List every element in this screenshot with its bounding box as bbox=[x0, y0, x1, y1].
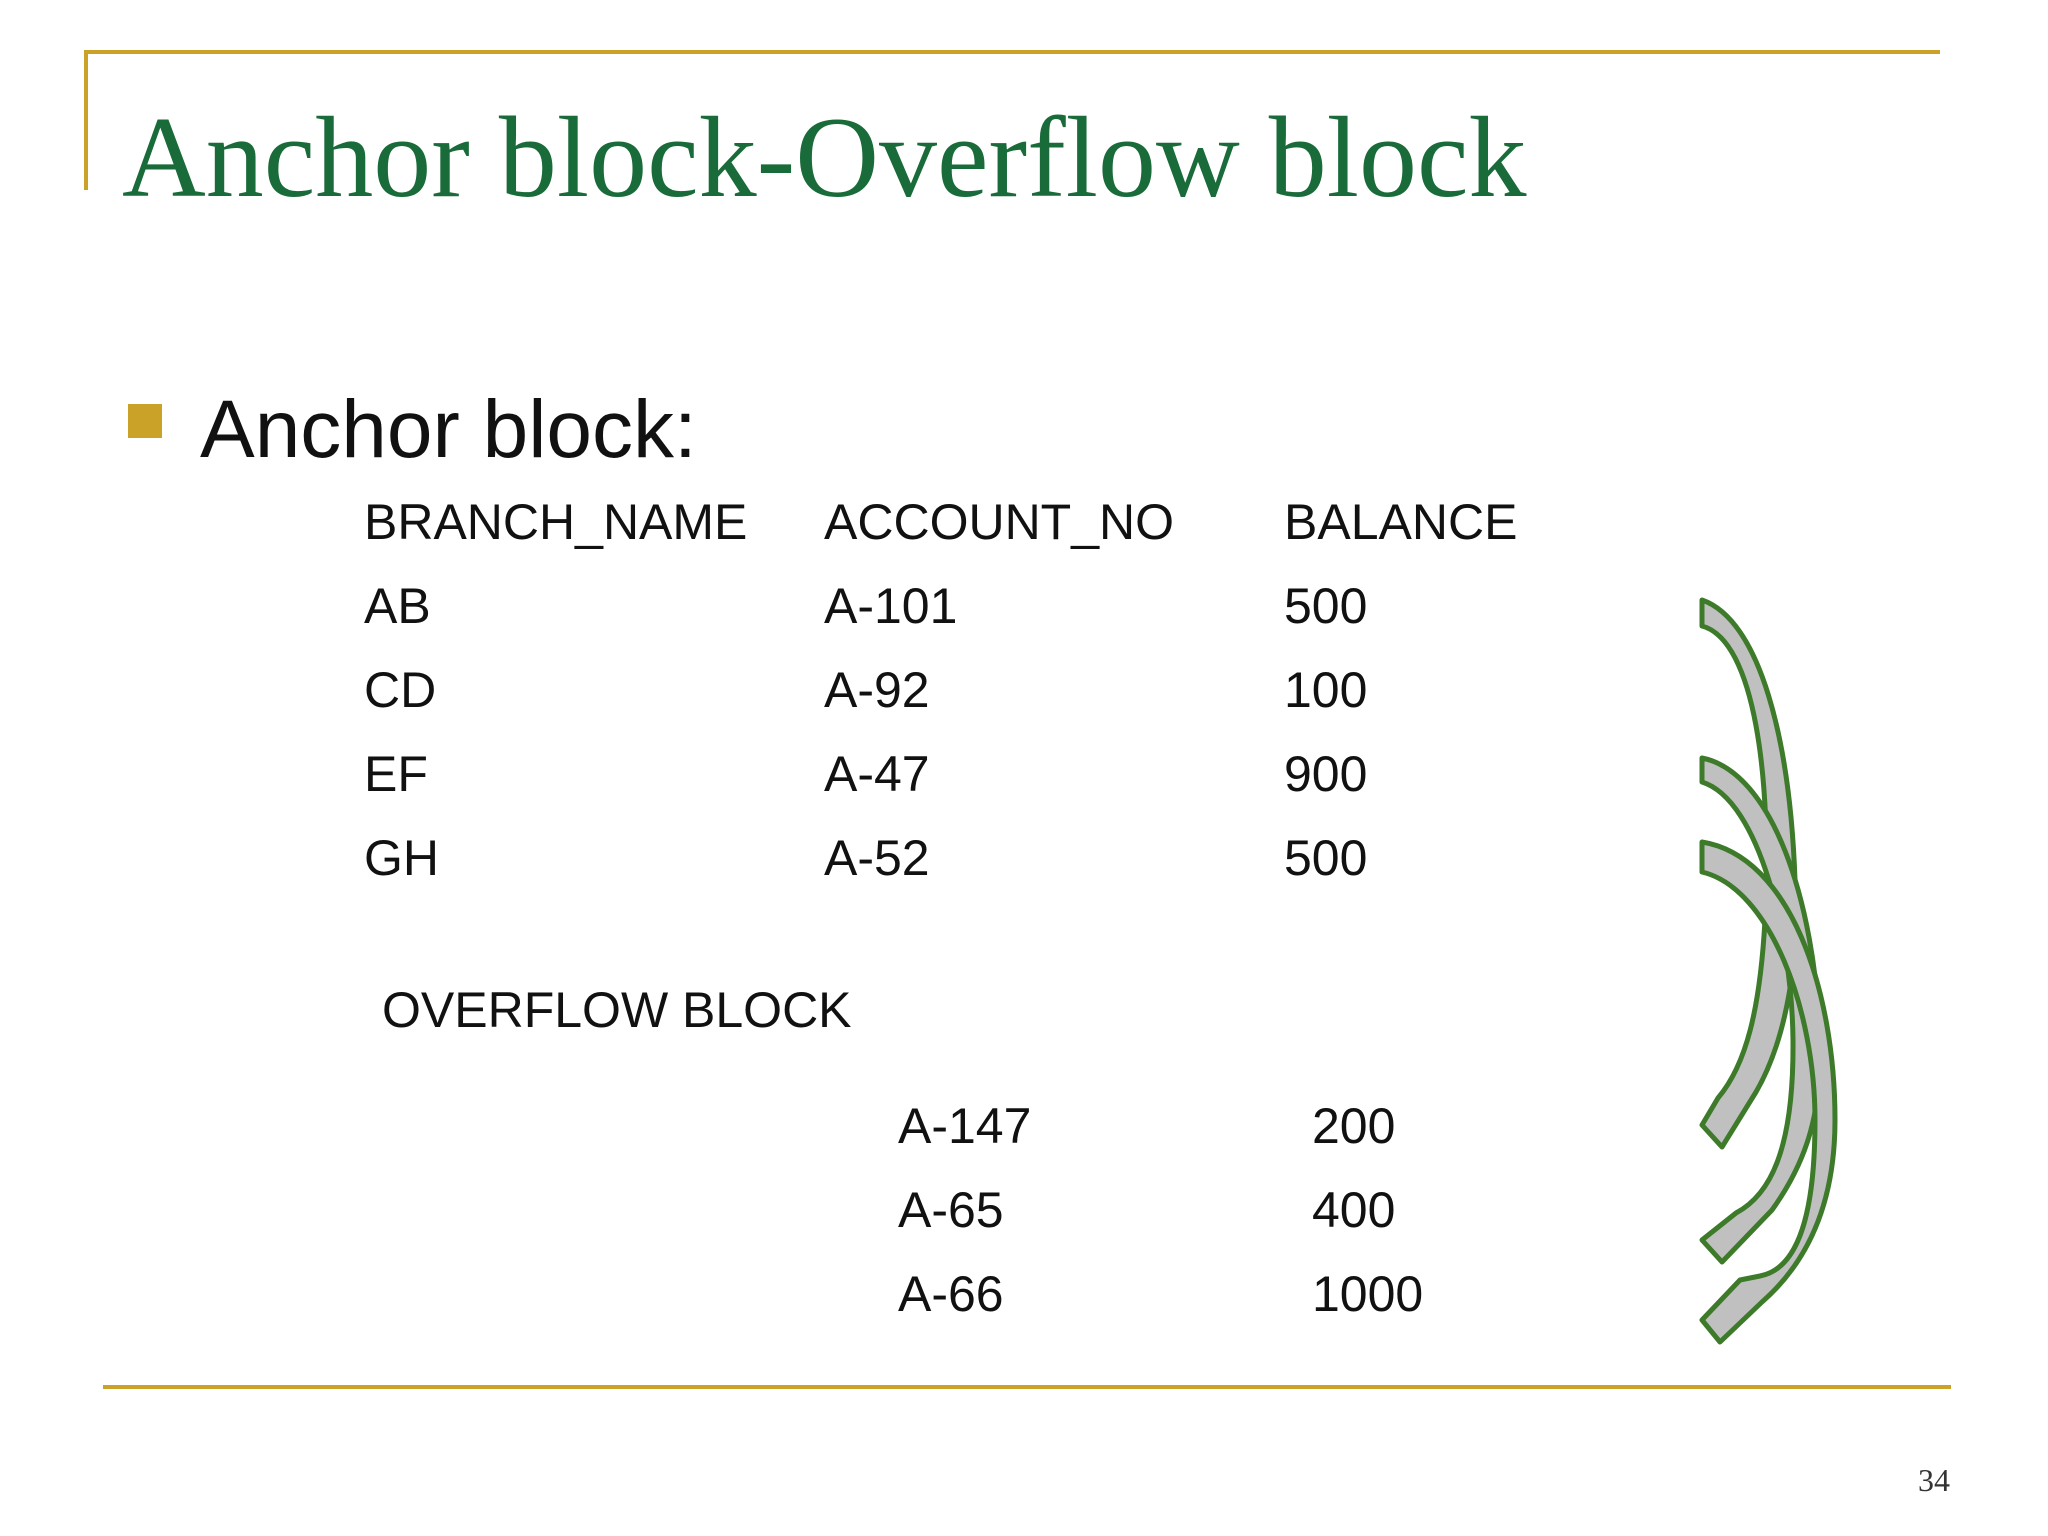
overflow-row-balance: 1000 bbox=[1312, 1266, 1424, 1322]
anchor-row-balance: 900 bbox=[1284, 746, 1368, 802]
anchor-row-balance: 500 bbox=[1284, 578, 1368, 634]
bottom-rule bbox=[103, 1385, 1951, 1389]
header-account-no: ACCOUNT_NO bbox=[824, 494, 1175, 550]
header-branch-name: BRANCH_NAME bbox=[364, 494, 748, 550]
anchor-row-branch: EF bbox=[364, 746, 428, 802]
overflow-row-balance: 400 bbox=[1312, 1182, 1396, 1238]
anchor-row-branch: CD bbox=[364, 662, 437, 718]
anchor-row-account: A-47 bbox=[824, 746, 930, 802]
header-balance: BALANCE bbox=[1284, 494, 1518, 550]
overflow-row-account: A-147 bbox=[898, 1098, 1032, 1154]
anchor-row-balance: 500 bbox=[1284, 830, 1368, 886]
overflow-row-account: A-66 bbox=[898, 1266, 1004, 1322]
anchor-row-branch: AB bbox=[364, 578, 431, 634]
anchor-row-account: A-101 bbox=[824, 578, 958, 634]
slide-title: Anchor block-Overflow block bbox=[122, 94, 1527, 222]
anchor-row-balance: 100 bbox=[1284, 662, 1368, 718]
anchor-row-branch: GH bbox=[364, 830, 439, 886]
bullet-text: Anchor block: bbox=[200, 384, 697, 475]
overflow-row-account: A-65 bbox=[898, 1182, 1004, 1238]
anchor-row-account: A-92 bbox=[824, 662, 930, 718]
overflow-row-balance: 200 bbox=[1312, 1098, 1396, 1154]
page-number: 34 bbox=[1918, 1462, 1950, 1498]
anchor-row-account: A-52 bbox=[824, 830, 930, 886]
overflow-block-label: OVERFLOW BLOCK bbox=[382, 982, 852, 1038]
